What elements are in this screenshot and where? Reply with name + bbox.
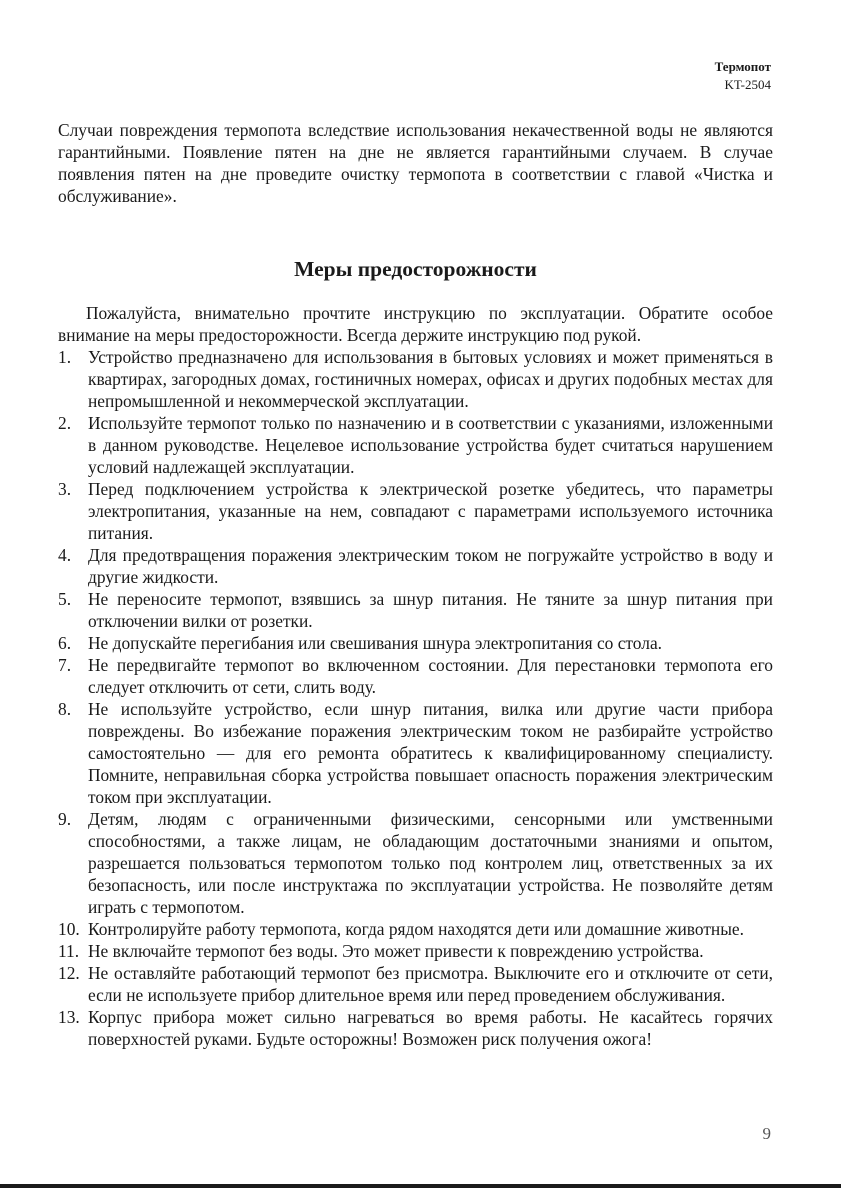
list-item (58, 698, 773, 808)
section-title: Меры предосторожности (294, 257, 537, 281)
list-item (58, 940, 773, 962)
list-item (58, 412, 773, 478)
item-text: Корпус прибора может сильно нагреваться во время работы. Не касайтесь горячих поверхностей руками. Будьте осторожны! Возможен риск получения ожога! (88, 1007, 773, 1049)
item-text: Контролируйте работу термопота, когда рядом находятся дети или домашние животные. (88, 919, 744, 939)
item-number: 8. (58, 699, 72, 719)
item-number: 7. (58, 655, 72, 675)
item-number: 10. (58, 919, 80, 939)
list-item (58, 654, 773, 698)
item-text: Не включайте термопот без воды. Это может привести к повреждению устройства. (88, 941, 704, 961)
item-text: Перед подключением устройства к электрической розетке убедитесь, что параметры электропитания, указанные на нем, совпадают с параметрами используемого источника питания. (88, 479, 773, 543)
list-item (58, 962, 773, 1006)
list-item (58, 632, 773, 654)
list-item (58, 346, 773, 412)
page-number: 9 (762, 1124, 771, 1143)
lead-paragraph: Пожалуйста, внимательно прочтите инструкцию по эксплуатации. Обратите особое внимание на меры предосторожности. Всегда держите инструкцию под рукой. (58, 303, 773, 345)
item-text: Не допускайте перегибания или свешивания шнура электропитания со стола. (88, 633, 663, 653)
item-number: 5. (58, 589, 72, 609)
intro-paragraph: Случаи повреждения термопота вследствие использования некачественной воды не являются гарантийными. Появление пятен на дне не является гарантийными случаем. В случае появления пятен на дне проведите очистку термопота в соответствии с главой «Чистка и обслуживание». (58, 120, 773, 206)
product-name: Термопот (714, 59, 771, 74)
item-text: Устройство предназначено для использования в бытовых условиях и может применяться в квартирах, загородных домах, гостиничных номерах, офисах и других подобных местах для непромышленной и некоммерческой эксплуатации. (88, 347, 773, 411)
precautions-list (58, 346, 773, 1050)
item-text: Не передвигайте термопот во включенном состоянии. Для перестановки термопота его следует отключить от сети, слить воду. (88, 655, 773, 697)
item-number: 6. (58, 633, 72, 653)
list-item (58, 1006, 773, 1050)
item-number: 11. (58, 941, 80, 961)
list-item (58, 478, 773, 544)
list-item (58, 918, 773, 940)
model-number: KT-2504 (724, 77, 771, 92)
item-text: Не переносите термопот, взявшись за шнур питания. Не тяните за шнур питания при отключении вилки от розетки. (88, 589, 773, 631)
list-item (58, 808, 773, 918)
item-text: Не используйте устройство, если шнур питания, вилка или другие части прибора повреждены. Во избежание поражения электрическим током не разбирайте устройство самостоятельно — для его ремонта обратитесь к квалифицированному специалисту. Помните, неправильная сборка устройства повышает опасность поражения электрическим током при эксплуатации. (88, 699, 773, 807)
item-number: 1. (58, 347, 72, 367)
list-item (58, 588, 773, 632)
item-number: 12. (58, 963, 80, 983)
bottom-divider (0, 1184, 841, 1188)
item-text: Детям, людям с ограниченными физическими, сенсорными или умственными способностями, а также лицам, не обладающим достаточными знаниями и опытом, разрешается пользоваться термопотом только под контролем лиц, ответственных за их безопасность, или после инструктажа по эксплуатации устройства. Не позволяйте детям играть с термопотом. (88, 809, 773, 917)
item-number: 3. (58, 479, 72, 499)
item-number: 9. (58, 809, 72, 829)
item-number: 4. (58, 545, 72, 565)
item-text: Используйте термопот только по назначению и в соответствии с указаниями, изложенными в данном руководстве. Нецелевое использование устройства будет считаться нарушением условий надлежащей эксплуатации. (88, 413, 773, 477)
list-item (58, 544, 773, 588)
item-number: 13. (58, 1007, 80, 1027)
item-text: Не оставляйте работающий термопот без присмотра. Выключите его и отключите от сети, если не используете прибор длительное время или перед проведением обслуживания. (88, 963, 773, 1005)
page-content (58, 119, 773, 1050)
item-text: Для предотвращения поражения электрическим током не погружайте устройство в воду и другие жидкости. (88, 545, 773, 587)
page-header (715, 58, 771, 94)
item-number: 2. (58, 413, 72, 433)
